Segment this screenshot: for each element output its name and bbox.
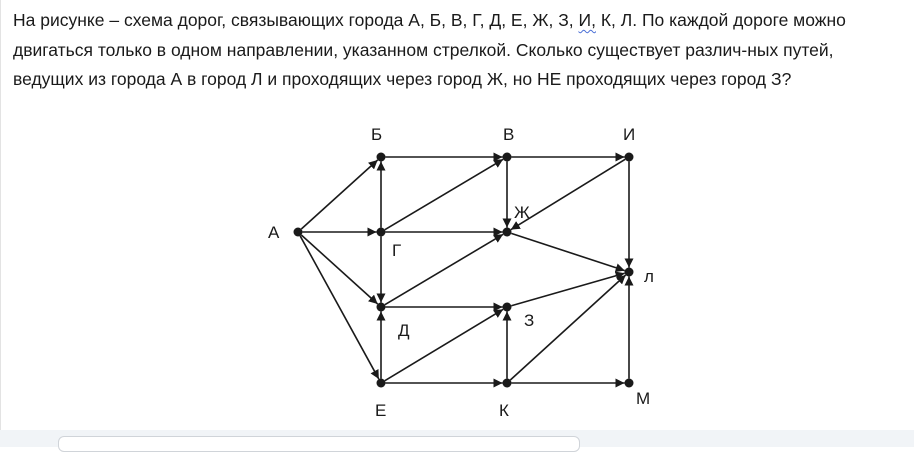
road-A-to-B bbox=[301, 160, 377, 229]
question-text-start: На рисунке – схема дорог, связывающих города А, Б, В, Г, Д, Е, Ж, З, bbox=[13, 10, 579, 30]
city-node-K bbox=[503, 379, 512, 388]
road-A-to-E bbox=[300, 236, 379, 379]
city-label-K: К bbox=[499, 401, 509, 420]
city-label-G: Г bbox=[392, 241, 402, 260]
city-node-L bbox=[625, 268, 634, 277]
city-node-Zh bbox=[503, 228, 512, 237]
answer-input[interactable] bbox=[58, 436, 580, 452]
city-node-I bbox=[625, 153, 634, 162]
city-label-D: Д bbox=[398, 321, 410, 340]
city-label-L: л bbox=[644, 267, 654, 286]
road-D-to-Zh bbox=[385, 234, 503, 304]
road-G-to-V bbox=[385, 159, 503, 229]
road-Zh-to-L bbox=[511, 233, 624, 270]
city-label-Z: З bbox=[524, 311, 535, 330]
question-text-end: К, Л. По каждой дороге можно двигаться только в одном направлении, указанном стрелкой. Сколько существует различ-ных путей, ведущих из города А в город Л и проходящих через город Ж, но НЕ проходящих через город З? bbox=[13, 10, 846, 89]
city-node-B bbox=[377, 153, 386, 162]
city-node-D bbox=[377, 303, 386, 312]
road-A-to-D bbox=[301, 235, 377, 304]
city-label-E: Е bbox=[375, 401, 387, 420]
city-node-M bbox=[625, 379, 634, 388]
city-node-E bbox=[377, 379, 386, 388]
city-node-G bbox=[377, 228, 386, 237]
city-node-A bbox=[294, 228, 303, 237]
spellcheck-underlined-word: И, bbox=[578, 10, 596, 30]
city-label-B: Б bbox=[371, 125, 383, 144]
city-node-V bbox=[503, 153, 512, 162]
city-label-A: А bbox=[268, 223, 280, 242]
road-Z-to-L bbox=[511, 273, 624, 306]
city-node-Z bbox=[503, 303, 512, 312]
city-label-M: М bbox=[636, 389, 651, 408]
city-label-I: И bbox=[623, 125, 636, 144]
city-label-Zh: Ж bbox=[514, 203, 530, 222]
city-label-V: В bbox=[503, 125, 515, 144]
